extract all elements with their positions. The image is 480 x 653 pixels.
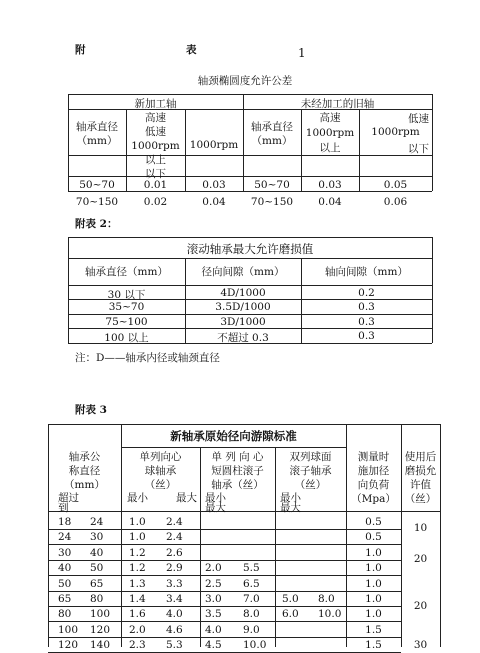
wear-value: 20 bbox=[413, 600, 428, 612]
table-cell: 65 bbox=[90, 577, 104, 590]
table-cell: 5.0 bbox=[282, 593, 299, 605]
heading1-number: 1 bbox=[298, 46, 306, 60]
table-cell: 0.2 bbox=[358, 287, 375, 299]
table-cell: 30 bbox=[90, 531, 104, 544]
table-cell: 3.0 bbox=[205, 593, 222, 605]
table-cell: 80 bbox=[58, 608, 72, 621]
table-cell: 2.6 bbox=[166, 546, 183, 559]
table-cell: 120 bbox=[90, 623, 111, 636]
table-cell: 1.0 bbox=[365, 562, 382, 575]
table-cell: 2.9 bbox=[166, 562, 183, 575]
table-cell: 9.0 bbox=[243, 623, 260, 636]
table2-header-radial: 径向间隙（mm） bbox=[201, 266, 285, 278]
table-cell: 50 bbox=[58, 577, 72, 590]
wear-value: 10 bbox=[413, 522, 428, 534]
table-cell: 0.3 bbox=[358, 316, 375, 328]
table-cell: 2.3 bbox=[129, 639, 146, 652]
table-cell: 40 bbox=[90, 546, 104, 559]
table3-header-max: 最大 bbox=[205, 502, 226, 514]
table-cell: 5.3 bbox=[166, 639, 183, 652]
table-cell: 3D/1000 bbox=[220, 316, 266, 328]
table1-col-old-low-1: 低速 bbox=[408, 113, 429, 125]
wear-value: 20 bbox=[413, 553, 428, 565]
table-cell: 100 bbox=[90, 608, 111, 621]
table1-group-new: 新加工轴 bbox=[134, 98, 177, 110]
table3-header-over: 超过 bbox=[58, 492, 79, 504]
table2-title: 滚动轴承最大允许磨损值 bbox=[186, 242, 314, 256]
table-cell: 3.5D/1000 bbox=[215, 301, 271, 313]
table-cell: 2.4 bbox=[166, 516, 183, 528]
table-cell: 4.6 bbox=[166, 623, 183, 636]
table-cell: 1.5 bbox=[365, 639, 382, 652]
table3-header-wear: 使用后 磨损允 许值 （丝） bbox=[404, 451, 437, 505]
heading1-prefix: 附 bbox=[75, 44, 86, 56]
table-cell: 5.5 bbox=[243, 562, 260, 575]
table3-header-load: 测量时 施加径 向负荷 （Mpa） bbox=[351, 451, 396, 505]
table2-header-axial: 轴向间隙（mm） bbox=[325, 266, 408, 278]
table-cell: 1.6 bbox=[129, 608, 146, 621]
table-cell: 50 bbox=[90, 562, 104, 575]
table-cell: 1.0 bbox=[129, 516, 146, 528]
table-cell: 3.3 bbox=[166, 577, 183, 590]
table-cell: 4.0 bbox=[166, 608, 183, 621]
table-cell: 8.0 bbox=[318, 593, 335, 605]
table-cell: 100 bbox=[58, 623, 79, 636]
table-cell: 18 bbox=[58, 516, 72, 528]
table-cell: 4.0 bbox=[205, 623, 222, 636]
table-cell: 140 bbox=[90, 639, 111, 652]
table-cell: 0.5 bbox=[365, 531, 382, 544]
table-cell: 6.0 bbox=[282, 608, 299, 621]
table3-header-double: 双列球面 滚子轴承 （丝） bbox=[289, 451, 332, 491]
table1-col-old-low-2: 以下 bbox=[408, 143, 429, 155]
table-cell: 4D/1000 bbox=[220, 287, 266, 299]
table-cell: 0.3 bbox=[358, 301, 375, 313]
table1-col-1000: 1000rpm bbox=[189, 139, 239, 151]
table-cell: 10.0 bbox=[318, 608, 342, 621]
table-cell: 0.3 bbox=[358, 330, 375, 342]
table3-header-short: 单 列 向 心 短圆柱滚子 轴承（丝） bbox=[211, 451, 264, 491]
table-cell: 24 bbox=[90, 516, 104, 528]
heading1-label: 表 bbox=[186, 44, 197, 56]
table1-col-diameter: 轴承直径 （mm） bbox=[76, 121, 118, 147]
table-cell: 30 bbox=[58, 546, 72, 559]
table3-header-max: 最大 bbox=[280, 502, 301, 514]
table1-group-old: 未经加工的旧轴 bbox=[300, 98, 375, 110]
table3-header-to: 到 bbox=[58, 502, 69, 514]
table-cell: 35~70 bbox=[108, 301, 145, 313]
table-cell: 80 bbox=[90, 593, 104, 605]
table3-header-max: 最大 bbox=[176, 492, 197, 504]
table-cell: 2.0 bbox=[205, 562, 222, 575]
table3-header-min: 最小 bbox=[205, 492, 226, 504]
table-cell: 2.4 bbox=[166, 531, 183, 544]
table1-col-highspeed: 高速 低速 1000rpm 以上 以下 bbox=[131, 112, 180, 180]
table-cell: 1.2 bbox=[129, 546, 146, 559]
table3-header-min: 最小 bbox=[280, 492, 301, 504]
table-cell: 120 bbox=[58, 639, 79, 652]
table3-title: 新轴承原始径向游隙标准 bbox=[170, 429, 297, 443]
table-cell: 1.2 bbox=[129, 562, 146, 575]
table-cell: 24 bbox=[58, 531, 72, 544]
table2-note: 注：D——轴承内径或轴颈直径 bbox=[75, 352, 220, 364]
table-cell: 1.0 bbox=[365, 608, 382, 621]
table-cell: 65 bbox=[58, 593, 72, 605]
table3-header-diameter: 轴承公 称直径 （mm） bbox=[64, 451, 105, 491]
table-cell: 0.5 bbox=[365, 516, 382, 528]
table-cell: 10.0 bbox=[243, 639, 267, 652]
table-cell: 8.0 bbox=[243, 608, 260, 621]
table-cell: 100 以上 bbox=[104, 332, 149, 344]
table1-title: 轴颈椭圆度允许公差 bbox=[197, 75, 293, 87]
wear-value: 30 bbox=[413, 639, 428, 651]
table3-header-single: 单列向心 球轴承 （丝） bbox=[139, 451, 182, 491]
table3-header-min: 最小 bbox=[127, 492, 148, 504]
table-cell: 40 bbox=[58, 562, 72, 575]
table-cell: 1.4 bbox=[129, 593, 146, 605]
table-cell: 1.0 bbox=[365, 577, 382, 590]
table-cell: 1.0 bbox=[365, 546, 382, 559]
table-cell: 4.5 bbox=[205, 639, 222, 652]
table1-col-diameter-old: 轴承直径 （mm） bbox=[251, 121, 293, 147]
table-cell: 1.3 bbox=[129, 577, 146, 590]
table1-col-old-high: 高速 1000rpm 以上 bbox=[305, 112, 355, 154]
table2-header-diameter: 轴承直径（mm） bbox=[85, 266, 168, 278]
table-cell: 7.0 bbox=[243, 593, 260, 605]
table-cell: 3.5 bbox=[205, 608, 222, 621]
table-cell: 2.5 bbox=[205, 577, 222, 590]
table-cell: 2.0 bbox=[129, 623, 146, 636]
table-cell: 30 以下 bbox=[107, 289, 146, 301]
heading3: 附表 3 bbox=[75, 404, 107, 416]
table-cell: 6.5 bbox=[243, 577, 260, 590]
table-cell: 1.0 bbox=[365, 593, 382, 605]
table-cell: 75~100 bbox=[105, 316, 148, 328]
table-cell: 1.0 bbox=[129, 531, 146, 544]
table-cell: 1.5 bbox=[365, 623, 382, 636]
table1-col-old-1000: 1000rpm bbox=[371, 126, 420, 138]
heading2: 附表 2： bbox=[75, 218, 118, 230]
table-cell: 不超过 0.3 bbox=[217, 332, 269, 344]
table-cell: 3.4 bbox=[166, 593, 183, 605]
